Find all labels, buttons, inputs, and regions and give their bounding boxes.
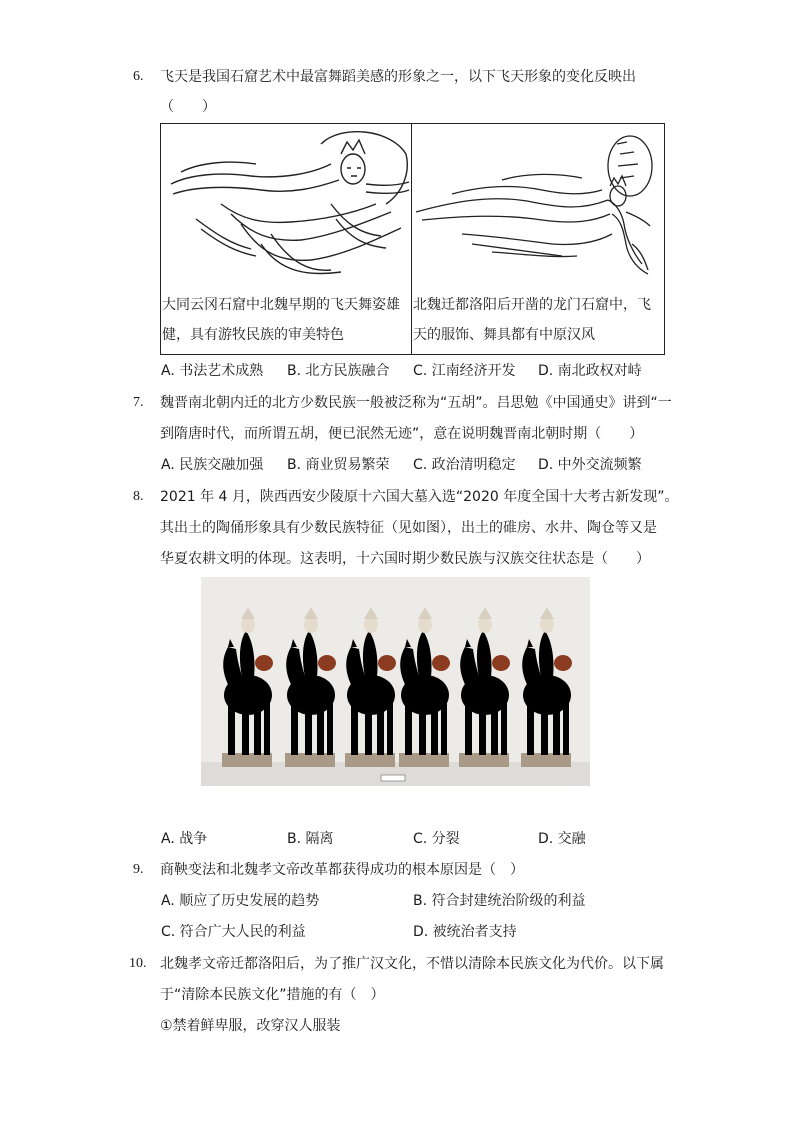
question-stem: 魏晋南北朝内迁的北方少数民族一般被泛称为“五胡”。吕思勉《中国通史》讲到“一 <box>160 395 672 411</box>
question-stem: 飞天是我国石窟艺术中最富舞蹈美感的形象之一，以下飞天形象的变化反映出 <box>160 69 636 85</box>
option-b[interactable]: B. 北方民族融合 <box>287 363 390 379</box>
question-number: 9. <box>133 862 144 877</box>
flying-apsaras-figure-table <box>160 123 665 355</box>
question-stem: 北魏孝文帝迁都洛阳后，为了推广汉文化，不惜以清除本民族文化为代价。以下属 <box>160 956 664 972</box>
option-b[interactable]: B. 符合封建统治阶级的利益 <box>413 893 586 909</box>
pottery-figurines-photo <box>201 577 590 786</box>
option-d[interactable]: D. 交融 <box>538 831 586 847</box>
answer-blank: （ ） <box>160 99 216 115</box>
question-stem: 华夏农耕文明的体现。这表明，十六国时期少数民族与汉族交往状态是（ ） <box>160 551 650 567</box>
question-number: 6. <box>133 69 144 84</box>
right-figure-caption: 北魏迁都洛阳后开凿的龙门石窟中，飞天的服饰、舞具都有中原汉风 <box>413 297 651 343</box>
left-figure-caption: 大同云冈石窟中北魏早期的飞天舞姿雄健，具有游牧民族的审美特色 <box>162 297 400 343</box>
option-a[interactable]: A. 战争 <box>161 831 208 847</box>
question-stem: 2021 年 4 月，陕西西安少陵原十六国大墓入选“2020 年度全国十大考古新发现”。 <box>160 489 679 505</box>
option-a[interactable]: A. 顺应了历史发展的趋势 <box>161 893 320 909</box>
question-stem: 到隋唐时代，而所谓五胡，便已泯然无迹”，意在说明魏晋南北朝时期（ ） <box>160 426 644 442</box>
option-a[interactable]: A. 民族交融加强 <box>161 457 264 473</box>
question-stem: 其出土的陶俑形象具有少数民族特征（见如图），出土的碓房、水井、陶仓等又是 <box>160 520 657 536</box>
option-c[interactable]: C. 政治清明稳定 <box>413 457 516 473</box>
option-c[interactable]: C. 江南经济开发 <box>413 363 516 379</box>
statement-item: ①禁着鲜卑服，改穿汉人服装 <box>160 1018 341 1034</box>
longmen-apsara-drawing <box>412 124 664 290</box>
yungang-apsara-drawing <box>161 124 411 290</box>
question-number: 7. <box>133 395 144 410</box>
option-d[interactable]: D. 中外交流频繁 <box>538 457 642 473</box>
option-d[interactable]: D. 被统治者支持 <box>413 924 517 940</box>
option-b[interactable]: B. 隔离 <box>287 831 334 847</box>
question-stem: 于“清除本民族文化”措施的有（ ） <box>160 987 385 1003</box>
option-c[interactable]: C. 符合广大人民的利益 <box>161 924 306 940</box>
option-c[interactable]: C. 分裂 <box>413 831 460 847</box>
question-number: 10. <box>129 956 147 971</box>
question-number: 8. <box>133 489 144 504</box>
option-d[interactable]: D. 南北政权对峙 <box>538 363 642 379</box>
option-a[interactable]: A. 书法艺术成熟 <box>161 363 264 379</box>
option-b[interactable]: B. 商业贸易繁荣 <box>287 457 390 473</box>
question-stem: 商鞅变法和北魏孝文帝改革都获得成功的根本原因是（ ） <box>160 862 524 878</box>
